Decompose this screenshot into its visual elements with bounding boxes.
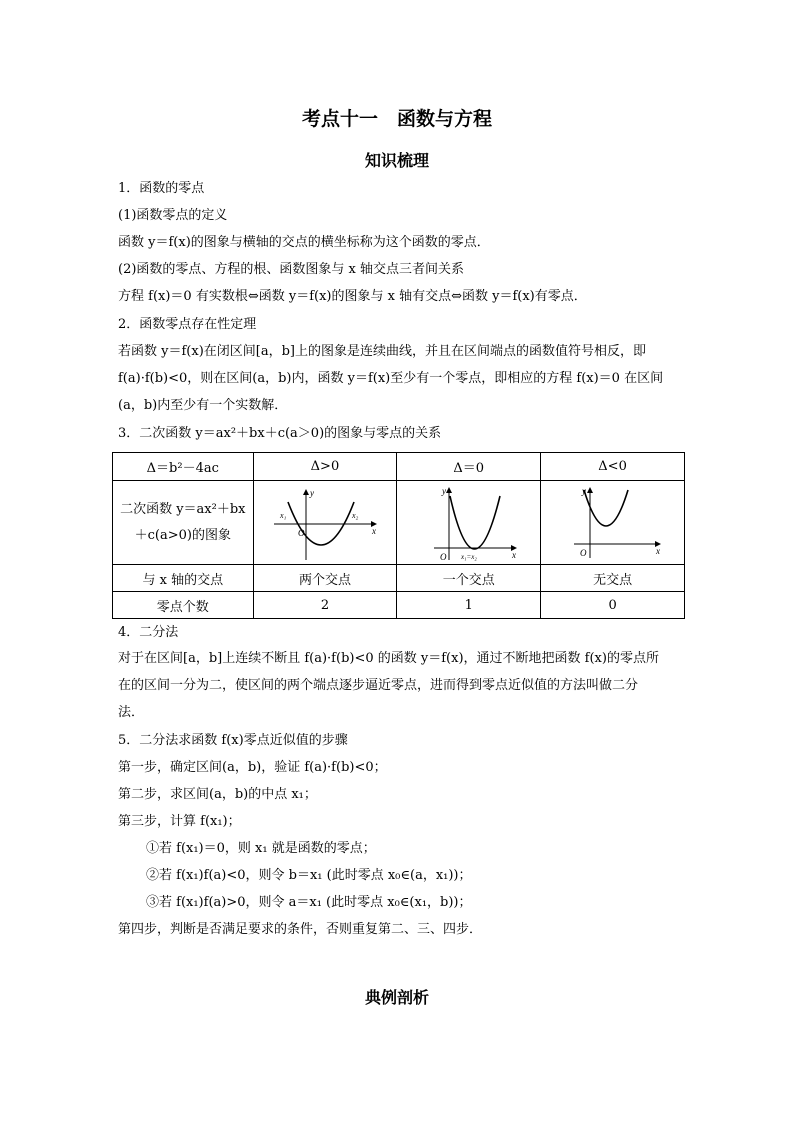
quadratic-zeros-table (112, 452, 685, 619)
zero-count-one: 1 (397, 592, 541, 619)
text-line: 在的区间一分为二，使区间的两个端点逐步逼近零点，进而得到零点近似值的方法叫做二分 (118, 678, 639, 693)
text-line: 第一步，确定区间(a，b)，验证 f(a)·f(b)<0； (118, 760, 387, 775)
table-header-zero: Δ＝0 (397, 453, 541, 481)
origin-label: O (579, 547, 587, 558)
text-line: (1)函数零点的定义 (118, 208, 228, 223)
axis-x-label: x (655, 545, 660, 556)
text-line: 1．函数的零点 (118, 181, 205, 196)
text-line: 法． (118, 705, 145, 720)
text-line: 函数 y＝f(x)的图象与横轴的交点的横坐标称为这个函数的零点． (118, 235, 490, 250)
text-line: 方程 f(x)＝0 有实数根⇔函数 y＝f(x)的图象与 x 轴有交点⇔函数 y＝f(x)有零点． (118, 289, 587, 304)
text-line: 第三步，计算 f(x₁)； (118, 814, 241, 829)
graph-no-zero (541, 481, 685, 565)
table-row-graph-label (113, 481, 254, 565)
root-x1-label: x₁ (279, 510, 287, 520)
graph-one-zero (397, 481, 541, 565)
text-line: 4．二分法 (118, 625, 179, 640)
intersection-one: 一个交点 (397, 565, 541, 592)
table-header-negative: Δ<0 (541, 453, 685, 481)
axis-y-label: y (441, 485, 446, 496)
graph-label-line2: ＋c(a>0)的图象 (134, 527, 231, 543)
text-line: 第二步，求区间(a，b)的中点 x₁； (118, 787, 317, 802)
text-line: f(a)·f(b)<0，则在区间(a，b)内，函数 y＝f(x)至少有一个零点，即相应的方程 f(x)＝0 在区间 (118, 371, 664, 386)
text-line: 5．二分法求函数 f(x)零点近似值的步骤 (118, 733, 348, 748)
text-line: ②若 f(x₁)f(a)<0，则令 b＝x₁ (此时零点 x₀∈(a，x₁))； (146, 868, 472, 883)
page-title: 考点十一 函数与方程 (301, 108, 492, 130)
text-line: (a，b)内至少有一个实数解． (118, 398, 288, 413)
axis-x-label: x (371, 525, 376, 536)
text-line: 第四步，判断是否满足要求的条件，否则重复第二、三、四步． (118, 922, 483, 937)
root-x2-label: x₂ (351, 510, 359, 520)
graph-label-line1: 二次函数 y＝ax²＋bx (120, 501, 246, 517)
double-root-label: x₁=x₂ (460, 552, 477, 561)
text-line: 3．二次函数 y＝ax²＋bx＋c(a＞0)的图象与零点的关系 (118, 426, 442, 441)
table-header-delta: Δ＝b²－4ac (113, 453, 254, 481)
graph-two-zeros (253, 481, 397, 565)
text-line: 2．函数零点存在性定理 (118, 317, 257, 332)
table-row-count-label: 零点个数 (113, 592, 254, 619)
section-heading-knowledge: 知识梳理 (364, 151, 429, 170)
text-line: ①若 f(x₁)＝0，则 x₁ 就是函数的零点； (146, 841, 376, 856)
intersection-none: 无交点 (541, 565, 685, 592)
text-line: 对于在区间[a，b]上连续不断且 f(a)·f(b)<0 的函数 y＝f(x)，通过不断地把函数 f(x)的零点所 (118, 651, 659, 666)
axis-y-label: y (309, 487, 314, 498)
table-header-positive: Δ>0 (253, 453, 397, 481)
intersection-two: 两个交点 (253, 565, 397, 592)
origin-label: O (297, 527, 305, 538)
section-heading-examples: 典例剖析 (364, 988, 429, 1007)
zero-count-none: 0 (541, 592, 685, 619)
origin-label: O (439, 551, 447, 562)
table-row-intersection-label: 与 x 轴的交点 (113, 565, 254, 592)
axis-y-label: y (581, 485, 586, 496)
axis-x-label: x (511, 549, 516, 560)
text-line: (2)函数的零点、方程的根、函数图象与 x 轴交点三者间关系 (118, 262, 465, 277)
text-line: 若函数 y＝f(x)在闭区间[a，b]上的图象是连续曲线，并且在区间端点的函数值符号相反，即 (118, 344, 646, 359)
zero-count-two: 2 (253, 592, 397, 619)
text-line: ③若 f(x₁)f(a)>0，则令 a＝x₁ (此时零点 x₀∈(x₁，b))； (146, 895, 472, 910)
